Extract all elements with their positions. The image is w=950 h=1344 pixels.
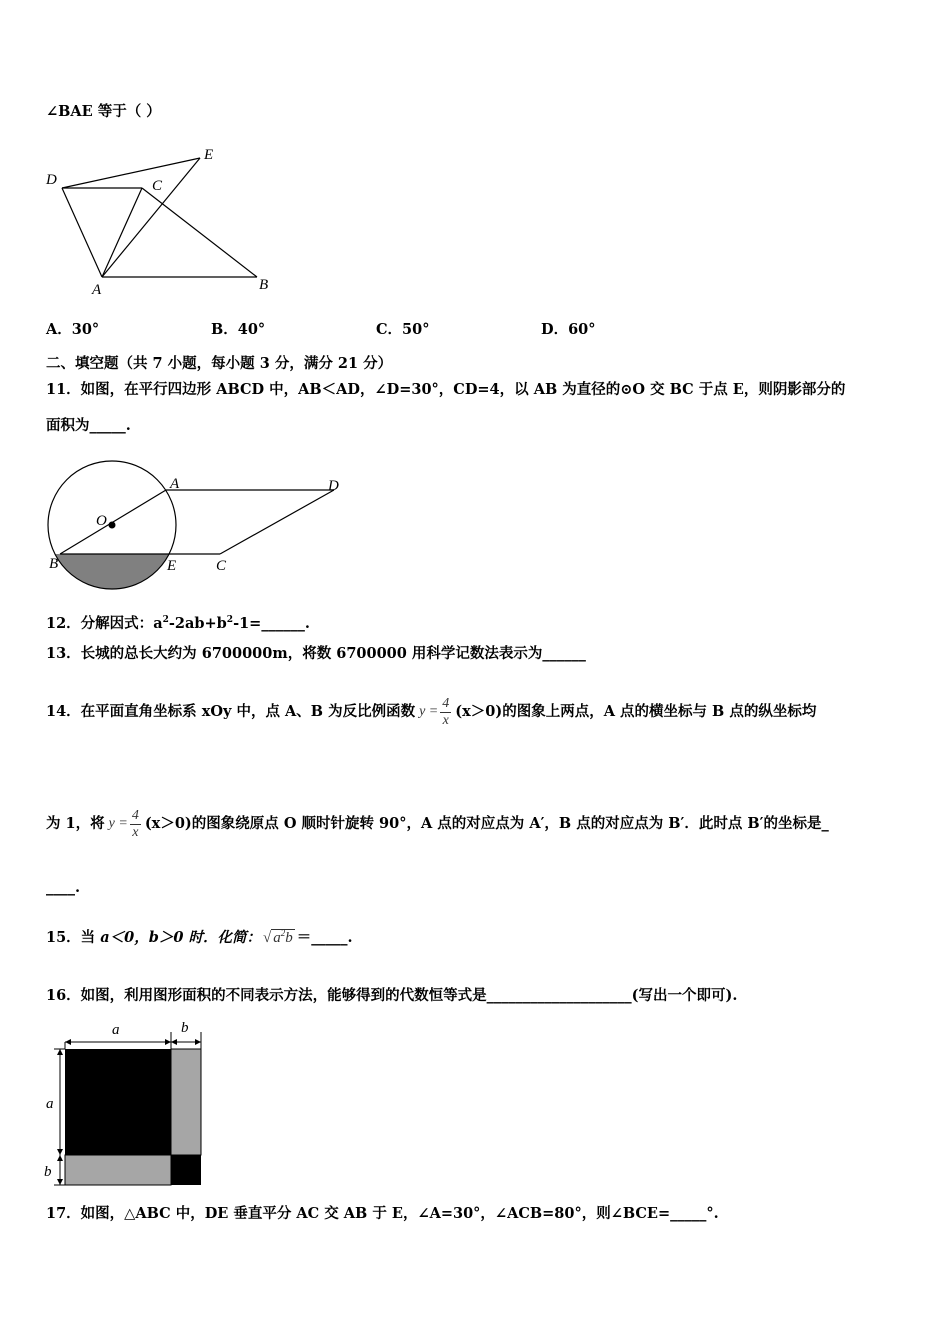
figure-q11-circle-parallelogram [40,452,360,592]
question-16: 16．如图，利用图形面积的不同表示方法，能够得到的代数恒等式是____________________(写出一个即可). [46,987,738,1004]
question-12-prefix: 12．分解因式： [46,614,154,632]
question-10-options [46,320,596,340]
label-e: E [167,558,177,574]
question-12: 12．分解因式：$a^2-2ab+b^2-1=\_\_\_\_\_\_$. [46,614,310,632]
option-a[interactable]: A．30° [46,321,100,338]
segment-cb [142,188,257,277]
option-c[interactable]: C．50° [376,321,430,338]
label-b-left: b [44,1164,52,1180]
option-d[interactable]: D．60° [541,321,596,338]
question-17: 17．如图，△ABC 中，DE 垂直平分 AC 交 AB 于 E，∠A=30°，∠ACB=80°，则∠BCE=_____°. [46,1205,719,1222]
label-a-top: a [112,1022,120,1038]
question-14-line-1: 14．在平面直角坐标系 xOy 中，点 A、B 为反比例函数 y = $\frac{4}{x}$ (x＞0)的图象上两点，A 点的横坐标与 B 点的纵坐标均 [46,690,816,734]
question-15: 15．当 a＜0，b＞0 时．化简： √ $a^2b$ ＝_____. [46,920,353,951]
figure-q16-square-areas [40,1018,210,1190]
label-a: A [92,282,102,298]
label-a-left: a [46,1096,54,1112]
question-11-line-2: 面积为_____. [46,417,131,434]
segment-ca [102,188,142,277]
label-o: O [96,513,107,529]
center-point-o [109,522,116,529]
label-e: E [204,147,214,163]
label-b: B [259,277,269,293]
square-a [65,1049,171,1155]
formula-inverse-proportion: y = $\frac{4}{x}$ [419,695,450,728]
square-root-expression: √ $a^2b$ [263,928,293,946]
label-a: A [170,476,180,492]
square-b [171,1155,201,1185]
segment-da [62,188,102,277]
figure-q10-quadrilateral [40,140,280,300]
segment-cd [220,490,334,554]
label-b: B [49,556,59,572]
question-11-line-1: 11．如图，在平行四边形 ABCD 中，AB＜AD，∠D=30°，CD=4，以 AB 为直径的⊙O 交 BC 于点 E，则阴影部分的 [46,381,846,398]
rect-a-b-bottom [65,1155,171,1185]
question-14-line-3: ____. [46,879,81,896]
label-c: C [216,558,227,574]
question-13: 13．长城的总长大约为 6700000m，将数 6700000 用科学记数法表示为______ [46,645,586,662]
label-d: D [328,478,339,494]
option-b[interactable]: B．40° [211,321,266,338]
rect-a-b-right [171,1049,201,1155]
label-c: C [152,178,163,194]
label-b-top: b [181,1020,189,1036]
question-10-stem: ∠BAE 等于（ ） [46,103,161,120]
question-14-line-2: 为 1，将 y = $\frac{4}{x}$ (x＞0)的图象绕原点 O 顺时针旋转 90°，A 点的对应点为 A′，B 点的对应点为 B′．此时点 B′的坐标是_ [46,802,829,846]
formula-inverse-proportion: y = $\frac{4}{x}$ [108,807,139,840]
label-d: D [46,172,57,188]
section-heading-fill-in: 二、填空题（共 7 小题，每小题 3 分，满分 21 分） [46,355,393,372]
